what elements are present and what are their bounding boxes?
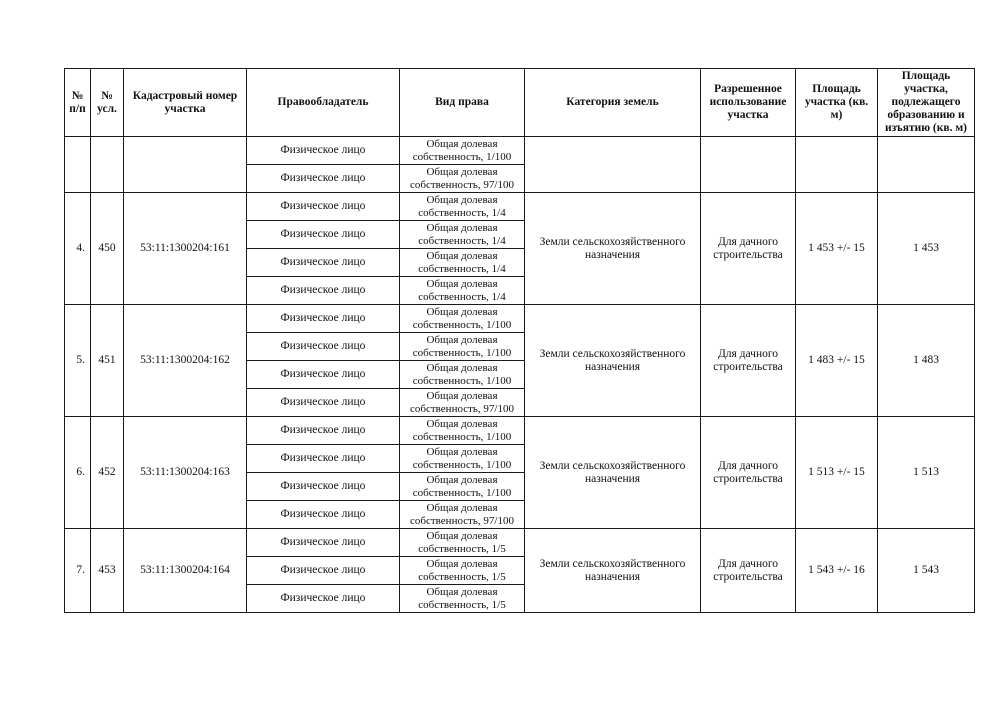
- header-row: [65, 69, 975, 137]
- cell-cadastral: [124, 137, 247, 193]
- cell-area: 1 513 +/- 15: [796, 417, 878, 529]
- land-plots-table: [64, 68, 975, 613]
- cell-area: 1 453 +/- 15: [796, 193, 878, 305]
- cell-owner: Физическое лицо: [247, 473, 400, 501]
- cell-right: Общая долевая собственность, 1/100: [400, 361, 525, 389]
- cell-cadastral: 53:11:1300204:161: [124, 193, 247, 305]
- header-cadastral: Кадастровый номер участка: [124, 69, 247, 137]
- cell-owner: Физическое лицо: [247, 501, 400, 529]
- cell-right: Общая долевая собственность, 1/100: [400, 137, 525, 165]
- cell-use: Для дачного строительства: [701, 529, 796, 613]
- cell-area: [796, 137, 878, 193]
- header-use: Разрешенное использование участка: [701, 69, 796, 137]
- cell-right: Общая долевая собственность, 1/5: [400, 557, 525, 585]
- table-body: [65, 137, 975, 613]
- cell-owner: Физическое лицо: [247, 417, 400, 445]
- cell-right: Общая долевая собственность, 1/4: [400, 193, 525, 221]
- cell-area: 1 543 +/- 16: [796, 529, 878, 613]
- cell-owner: Физическое лицо: [247, 557, 400, 585]
- cell-owner: Физическое лицо: [247, 193, 400, 221]
- cell-right: Общая долевая собственность, 1/4: [400, 221, 525, 249]
- header-owner: Правообладатель: [247, 69, 400, 137]
- cell-usl: 453: [91, 529, 124, 613]
- cell-right: Общая долевая собственность, 97/100: [400, 389, 525, 417]
- table-row: [65, 417, 975, 445]
- cell-right: Общая долевая собственность, 1/5: [400, 529, 525, 557]
- cell-category: Земли сельскохозяйственного назначения: [525, 529, 701, 613]
- header-area: Площадь участка (кв. м): [796, 69, 878, 137]
- cell-index: 5.: [65, 305, 91, 417]
- cell-right: Общая долевая собственность, 1/100: [400, 333, 525, 361]
- cell-right: Общая долевая собственность, 1/4: [400, 277, 525, 305]
- cell-owner: Физическое лицо: [247, 333, 400, 361]
- cell-owner: Физическое лицо: [247, 585, 400, 613]
- cell-owner: Физическое лицо: [247, 361, 400, 389]
- cell-right: Общая долевая собственность, 1/5: [400, 585, 525, 613]
- cell-category: [525, 137, 701, 193]
- cell-area-seized: 1 513: [878, 417, 975, 529]
- cell-index: 6.: [65, 417, 91, 529]
- cell-use: Для дачного строительства: [701, 193, 796, 305]
- cell-usl: 452: [91, 417, 124, 529]
- header-area-seized: Площадь участка, подлежащего образованию и изъятию (кв. м): [878, 69, 975, 137]
- cell-index: 7.: [65, 529, 91, 613]
- cell-area-seized: 1 483: [878, 305, 975, 417]
- cell-right: Общая долевая собственность, 1/100: [400, 445, 525, 473]
- cell-usl: 451: [91, 305, 124, 417]
- cell-use: [701, 137, 796, 193]
- cell-right: Общая долевая собственность, 97/100: [400, 501, 525, 529]
- cell-area-seized: 1 453: [878, 193, 975, 305]
- header-index: № п/п: [65, 69, 91, 137]
- cell-cadastral: 53:11:1300204:164: [124, 529, 247, 613]
- table-row: [65, 529, 975, 557]
- cell-index: 4.: [65, 193, 91, 305]
- cell-cadastral: 53:11:1300204:163: [124, 417, 247, 529]
- cell-owner: Физическое лицо: [247, 277, 400, 305]
- cell-area-seized: 1 543: [878, 529, 975, 613]
- table-row: [65, 305, 975, 333]
- cell-right: Общая долевая собственность, 1/100: [400, 417, 525, 445]
- cell-owner: Физическое лицо: [247, 165, 400, 193]
- cell-cadastral: 53:11:1300204:162: [124, 305, 247, 417]
- cell-owner: Физическое лицо: [247, 529, 400, 557]
- cell-right: Общая долевая собственность, 1/4: [400, 249, 525, 277]
- table-row: [65, 193, 975, 221]
- cell-usl: 450: [91, 193, 124, 305]
- cell-right: Общая долевая собственность, 1/100: [400, 473, 525, 501]
- cell-owner: Физическое лицо: [247, 305, 400, 333]
- header-right: Вид права: [400, 69, 525, 137]
- cell-right: Общая долевая собственность, 1/100: [400, 305, 525, 333]
- cell-owner: Физическое лицо: [247, 221, 400, 249]
- header-category: Категория земель: [525, 69, 701, 137]
- cell-use: Для дачного строительства: [701, 305, 796, 417]
- cell-use: Для дачного строительства: [701, 417, 796, 529]
- cell-area-seized: [878, 137, 975, 193]
- header-usl: № усл.: [91, 69, 124, 137]
- cell-category: Земли сельскохозяйственного назначения: [525, 193, 701, 305]
- cell-owner: Физическое лицо: [247, 137, 400, 165]
- cell-usl: [91, 137, 124, 193]
- cell-owner: Физическое лицо: [247, 389, 400, 417]
- cell-owner: Физическое лицо: [247, 249, 400, 277]
- cell-category: Земли сельскохозяйственного назначения: [525, 417, 701, 529]
- cell-owner: Физическое лицо: [247, 445, 400, 473]
- cell-right: Общая долевая собственность, 97/100: [400, 165, 525, 193]
- cell-index: [65, 137, 91, 193]
- cell-area: 1 483 +/- 15: [796, 305, 878, 417]
- cell-category: Земли сельскохозяйственного назначения: [525, 305, 701, 417]
- table-row: [65, 137, 975, 165]
